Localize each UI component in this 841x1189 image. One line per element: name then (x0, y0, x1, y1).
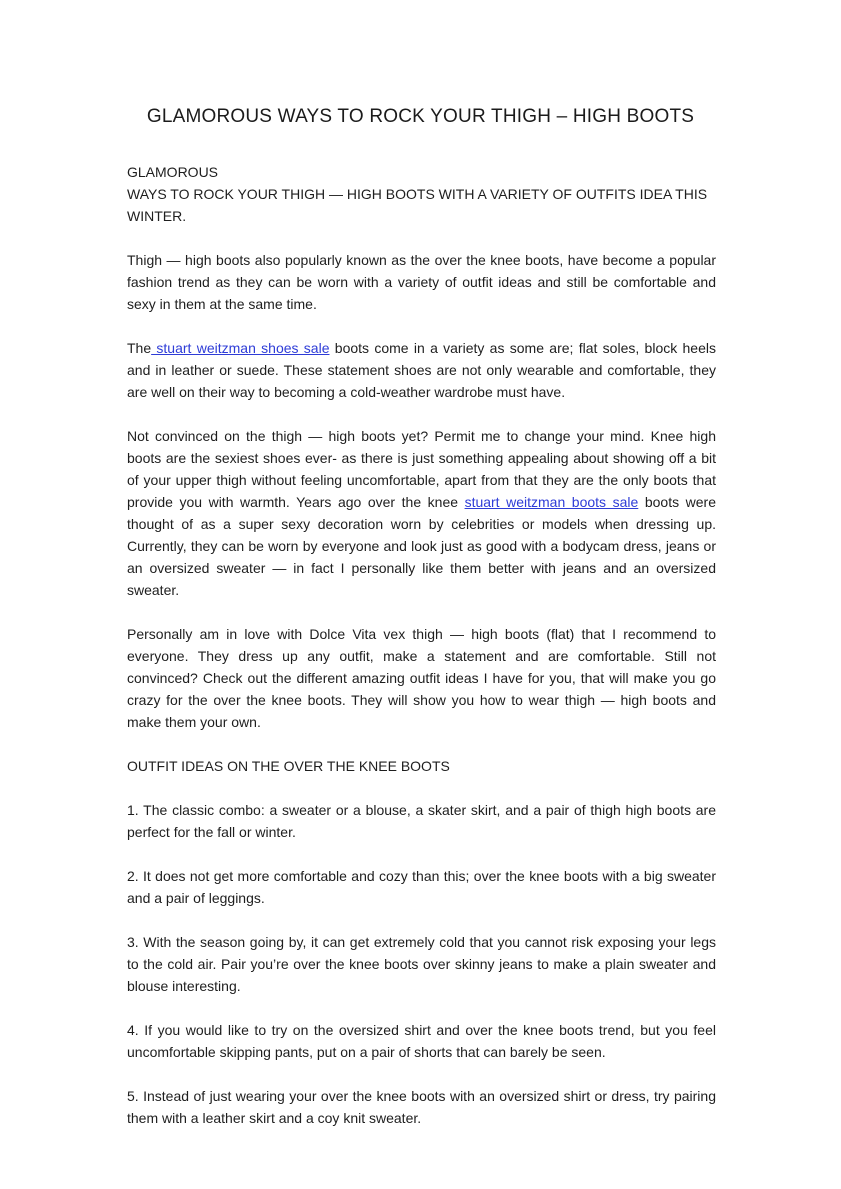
intro-block (127, 161, 716, 227)
document-body (127, 161, 716, 1129)
list-item-5 (127, 1085, 716, 1129)
link-stuart-weitzman-shoes-sale[interactable]: stuart weitzman shoes sale (151, 340, 330, 356)
list-item-1 (127, 799, 716, 843)
list-item-2-text: 2. It does not get more comfortable and cozy than this; over the knee boots with a big sweater and a pair of leggings. (127, 868, 716, 906)
paragraph-4-text: Personally am in love with Dolce Vita vex thigh — high boots (flat) that I recommend to everyone. They dress up any outfit, make a statement and are comfortable. Still not convinced? Check out the different amazing outfit ideas I have for you, that will make you go crazy for the over the knee boots. They will show you how to wear thigh — high boots and make them your own. (127, 626, 716, 730)
paragraph-2-before: The (127, 340, 152, 356)
paragraph-2-after: boots come in a variety as some are; flat soles, block heels and in leather or suede. These statement shoes are not only wearable and comfortable, they are well on their way to becoming a cold-weather wardrobe must have. (127, 340, 716, 400)
paragraph-1-text: Thigh — high boots also popularly known as the over the knee boots, have become a popular fashion trend as they can be worn with a variety of outfit ideas and still be comfortable and sexy in them at the same time. (127, 252, 716, 312)
list-item-1-text: 1. The classic combo: a sweater or a blouse, a skater skirt, and a pair of thigh high boots are perfect for the fall or winter. (127, 802, 716, 840)
list-item-2 (127, 865, 716, 909)
paragraph-1 (127, 249, 716, 315)
paragraph-3 (127, 425, 716, 601)
link-stuart-weitzman-boots-sale[interactable]: stuart weitzman boots sale (464, 494, 639, 510)
paragraph-4 (127, 623, 716, 733)
paragraph-3-after: boots were thought of as a super sexy decoration worn by celebrities or models when dressing up. Currently, they can be worn by everyone and look just as good with a bodycam dress, jeans or an oversized sweater — in fact I personally like them better with jeans and an oversized sweater. (127, 494, 716, 598)
section-heading-outfit-ideas: OUTFIT IDEAS ON THE OVER THE KNEE BOOTS (127, 758, 450, 774)
intro-line-2: WAYS TO ROCK YOUR THIGH — HIGH BOOTS WITH A VARIETY OF OUTFITS IDEA THIS WINTER. (127, 186, 708, 224)
page-title: GLAMOROUS WAYS TO ROCK YOUR THIGH – HIGH BOOTS (146, 106, 695, 127)
list-item-3-text: 3. With the season going by, it can get extremely cold that you cannot risk exposing your legs to the cold air. Pair you’re over the knee boots over skinny jeans to make a plain sweater and blouse interesting. (127, 934, 716, 994)
intro-line-1: GLAMOROUS (127, 164, 219, 180)
list-item-3 (127, 931, 716, 997)
paragraph-2 (127, 337, 716, 403)
list-item-4 (127, 1019, 716, 1063)
list-item-5-text: 5. Instead of just wearing your over the knee boots with an oversized shirt or dress, try pairing them with a leather skirt and a coy knit sweater. (127, 1088, 716, 1126)
paragraph-3-before: Not convinced on the thigh — high boots yet? Permit me to change your mind. Knee high boots are the sexiest shoes ever- as there is just something appealing about showing off a bit of your upper thigh without feeling uncomfortable, apart from that they are the only boots that provide you with warmth. Years ago over the knee (127, 428, 716, 510)
list-item-4-text: 4. If you would like to try on the oversized shirt and over the knee boots trend, but you feel uncomfortable skipping pants, put on a pair of shorts that can barely be seen. (127, 1022, 716, 1060)
